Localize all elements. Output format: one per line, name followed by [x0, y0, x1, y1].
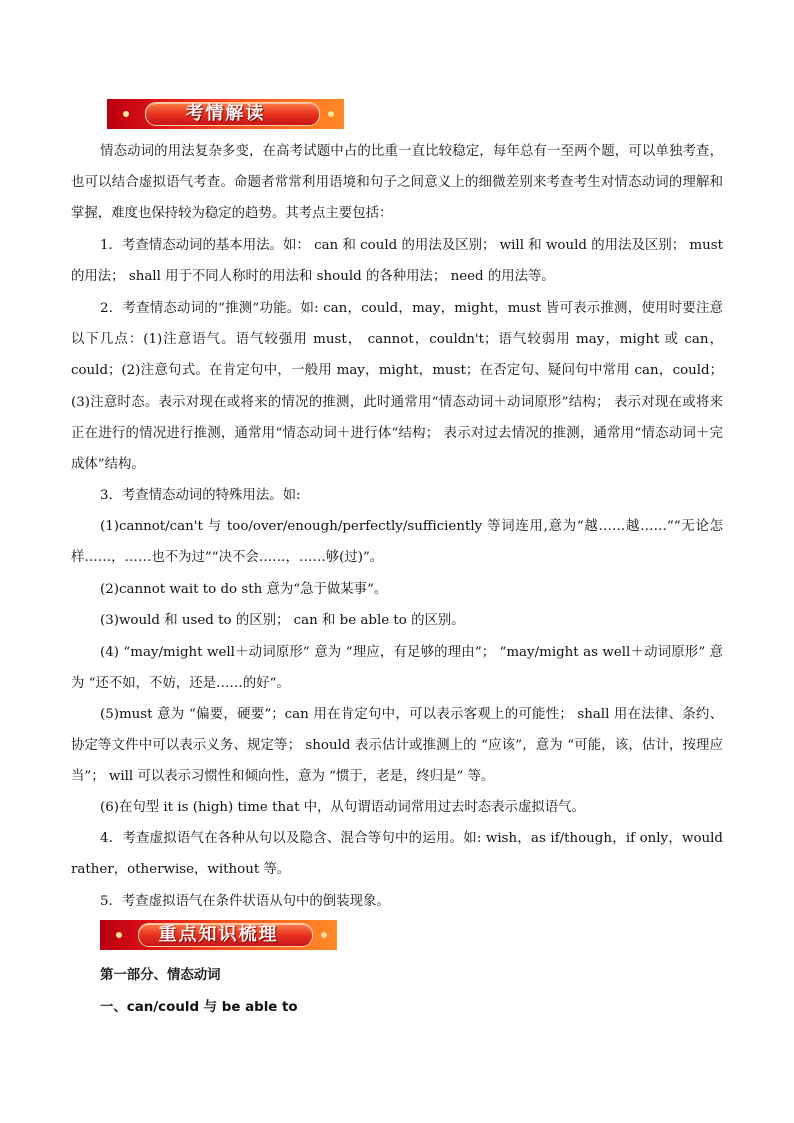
point-4: 4．考查虚拟语气在各种从句以及隐含、混合等句中的运用。如: wish，as if/though，if only，would rather，otherwise，without 等。 — [71, 831, 723, 878]
part-heading: 第一部分、情态动词 — [100, 968, 221, 983]
point-3: 3．考查情态动词的特殊用法。如: — [100, 488, 301, 503]
sub-point-3: (3)would 和 used to 的区别； can 和 be able to 的区别。 — [100, 613, 465, 628]
banner-title: 重点知识梳理 — [158, 924, 279, 945]
section-banner-exam-analysis — [107, 99, 344, 129]
section-banner-key-knowledge — [100, 920, 337, 950]
sub-point-4: (4) “may/might well＋动词原形” 意为 “理应，有足够的理由”； “may/might as well＋动词原形” 意为 “还不如，不妨，还是……的好”。 — [71, 645, 723, 692]
point-5: 5．考查虚拟语气在条件状语从句中的倒装现象。 — [100, 894, 390, 909]
point-1: 1．考查情态动词的基本用法。如： can 和 could 的用法及区别； will 和 would 的用法及区别； must 的用法； shall 用于不同人称时的用法和 should 的各种用法； need 的用法等。 — [71, 238, 723, 285]
intro-paragraph: 情态动词的用法复杂多变，在高考试题中占的比重一直比较稳定，每年总有一至两个题，可以单独考查，也可以结合虚拟语气考查。命题者常常利用语境和句子之间意义上的细微差别来考查考生对情态动词的理解和掌握，难度也保持较为稳定的趋势。其考点主要包括： — [71, 144, 723, 222]
sub-point-6: (6)在句型 it is (high) time that 中，从句谓语动词常用过去时态表示虚拟语气。 — [100, 800, 585, 815]
sub-point-1: (1)cannot/can't 与 too/over/enough/perfectly/sufficiently 等词连用,意为“越……越……”“无论怎样……，……也不为过”“决不会……，……够(过)”。 — [71, 519, 723, 566]
sub-point-2: (2)cannot wait to do sth 意为“急于做某事”。 — [100, 582, 388, 597]
sub-point-5: (5)must 意为 “偏要，硬要”；can 用在肯定句中，可以表示客观上的可能性； shall 用在法律、条约、协定等文件中可以表示义务、规定等； should 表示估计或推测上的 “应该”，意为 “可能，该，估计，按理应当”； will 可以表示习惯性和倾向性，意为 “惯于，老是，终归是” 等。 — [71, 707, 723, 785]
subsection-heading: 一、can/could 与 be able to — [100, 1000, 298, 1015]
point-2: 2．考查情态动词的“推测”功能。如: can，could，may，might，must 皆可表示推测，使用时要注意以下几点：(1)注意语气。语气较强用 must， cannot，couldn't；语气较弱用 may，might 或 can，could；(2)注意句式。在肯定句中，一般用 may，might，must；在否定句、疑问句中常用 can，could； (3)注意时态。表示对现在或将来的情况的推测，此时通常用“情态动词＋动词原形”结构； 表示对现在或将来正在进行的情况进行推测，通常用“情态动词＋进行体”结构； 表示对过去情况的推测，通常用“情态动词＋完成体”结构。 — [71, 301, 723, 473]
banner-title: 考情解读 — [185, 103, 266, 124]
